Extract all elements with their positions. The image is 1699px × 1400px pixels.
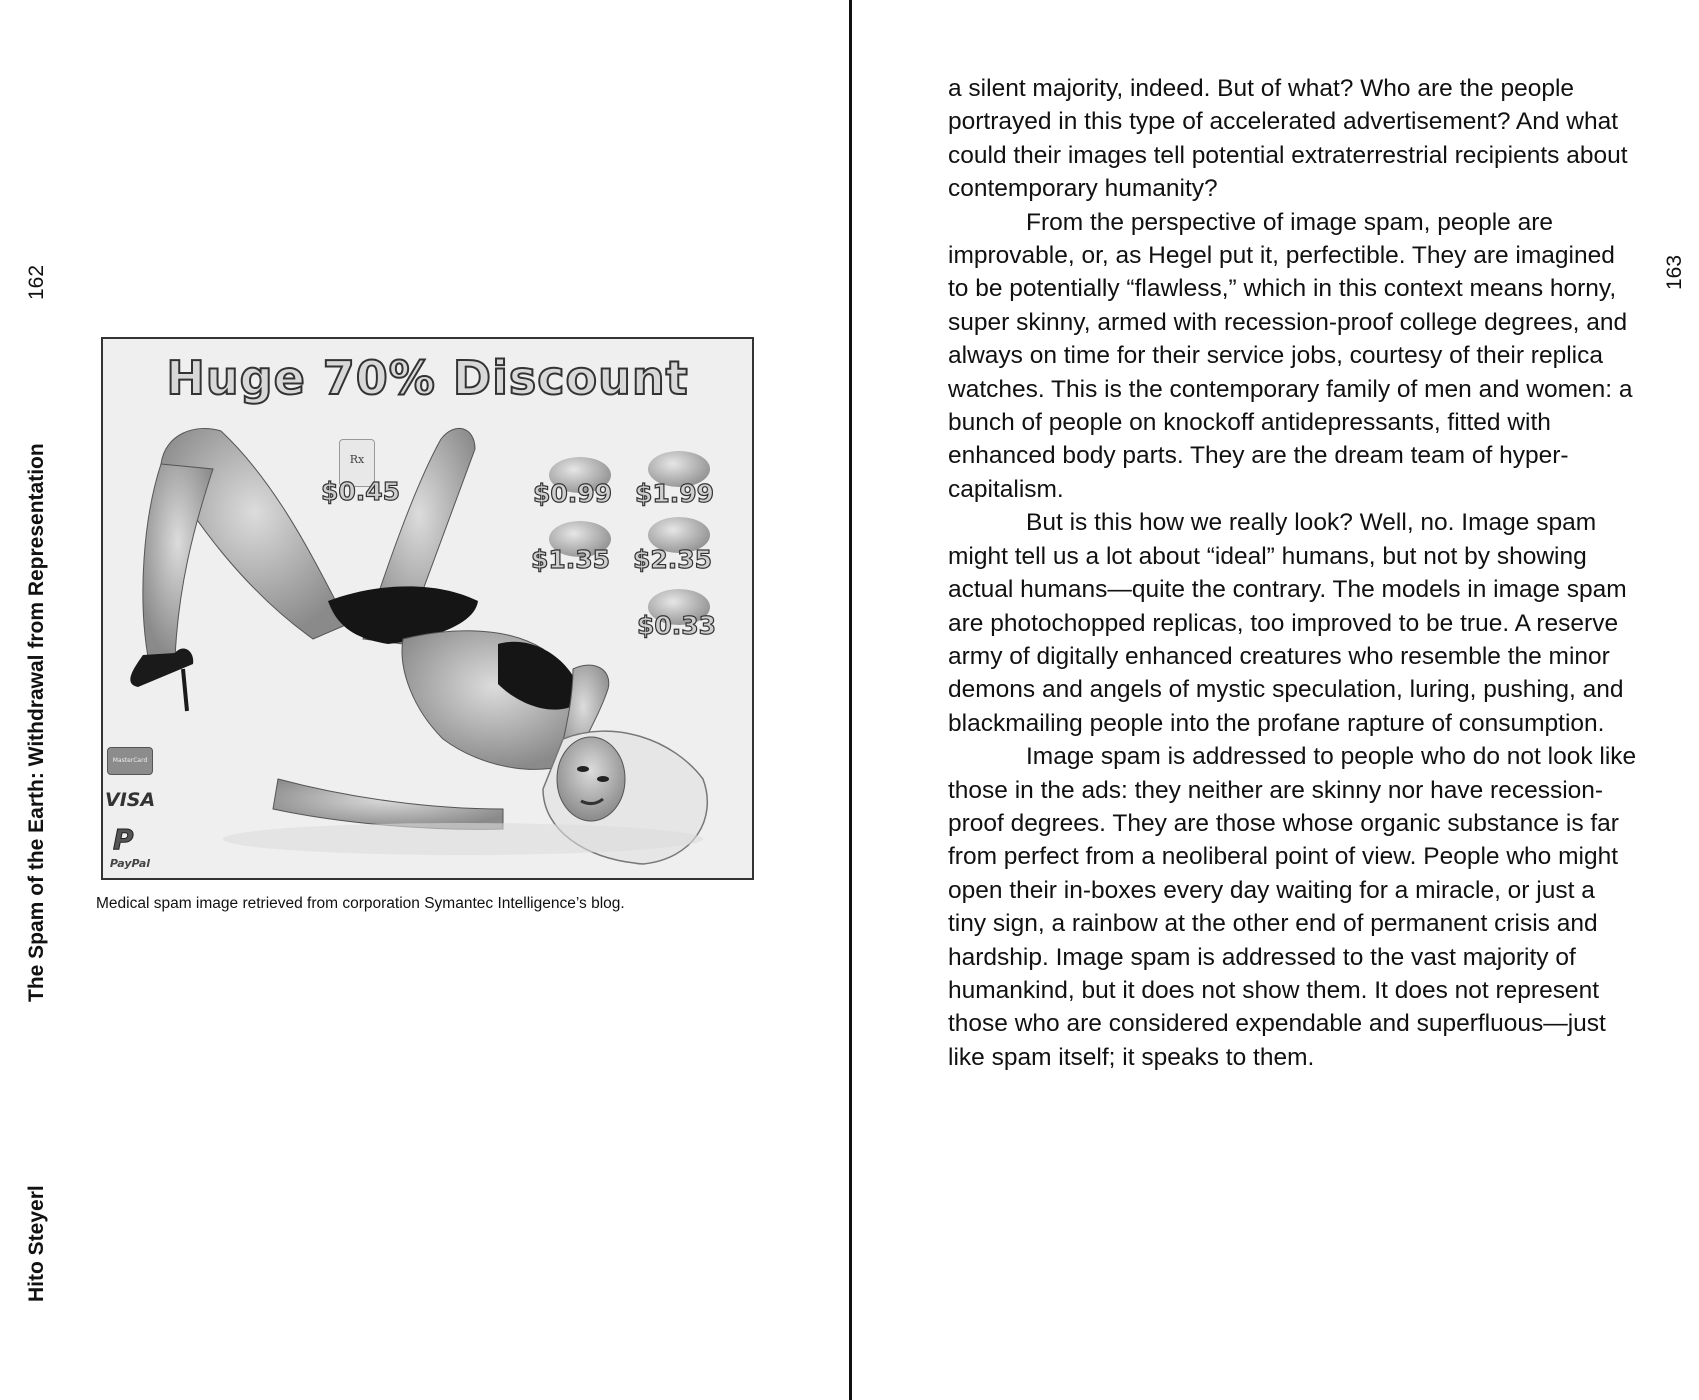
visa-logo: VISA [105,789,156,811]
body-text [948,72,1638,1074]
author-name: Hito Steyerl [25,1185,48,1302]
price-label: $1.99 [635,479,715,508]
page-number-right: 163 [1663,254,1686,290]
running-title: The Spam of the Earth: Withdrawal from Representation [25,443,48,1002]
paragraph: From the perspective of image spam, people are improvable, or, as Hegel put it, perfectible. They are imagined to be potentially “flawless,” which in this context means horny, super skinny, armed with recession-proof college degrees, and always on time for their service jobs, courtesy of their replica watches. This is the contemporary family of men and women: a bunch of people on knockoff antidepressants, fitted with enhanced body parts. They are the dream team of hypercapitalism. [948,208,1633,503]
mastercard-icon: MasterCard [107,747,153,775]
price-label: $0.45 [321,477,401,506]
pill-bottle-icon: Rx [339,439,375,487]
price-label: $1.35 [531,545,611,574]
discount-headline: Huge 70% Discount [166,351,689,405]
page-number-left: 162 [25,264,48,300]
paypal-logo: PayPal [109,857,151,870]
paypal-icon: P [113,823,134,856]
price-label: $0.33 [637,611,717,640]
price-label: $0.99 [533,479,613,508]
spam-image-figure [101,337,754,880]
paragraph: a silent majority, indeed. But of what? Who are the people portrayed in this type of accelerated advertisement? And what could their images tell potential extraterrestrial recipients about contemporary humanity? [948,75,1628,203]
price-label: $2.35 [633,545,713,574]
paragraph: But is this how we really look? Well, no. Image spam might tell us a lot about “ideal” humans, but not by showing actual humans—quite the contrary. The models in image spam are photochopped replicas, too improved to be true. A reserve army of digitally enhanced creatures who resemble the minor demons and angels of mystic speculation, luring, pushing, and blackmailing people into the profane rapture of consumption. [948,509,1627,737]
paragraph: Image spam is addressed to people who do not look like those in the ads: they neither are skinny nor have recession-proof degrees. They are those whose organic substance is far from perfect from a neoliberal point of view. People who might open their in-boxes every day waiting for a miracle, or just a tiny sign, a rainbow at the other end of permanent crisis and hardship. Image spam is addressed to the vast majority of humankind, but it does not show them. It does not represent those who are considered expendable and superfluous—just like spam itself; it speaks to them. [948,743,1637,1071]
page-gutter-divider [849,0,852,1400]
figure-caption: Medical spam image retrieved from corporation Symantec Intelligence’s blog. [96,895,625,912]
